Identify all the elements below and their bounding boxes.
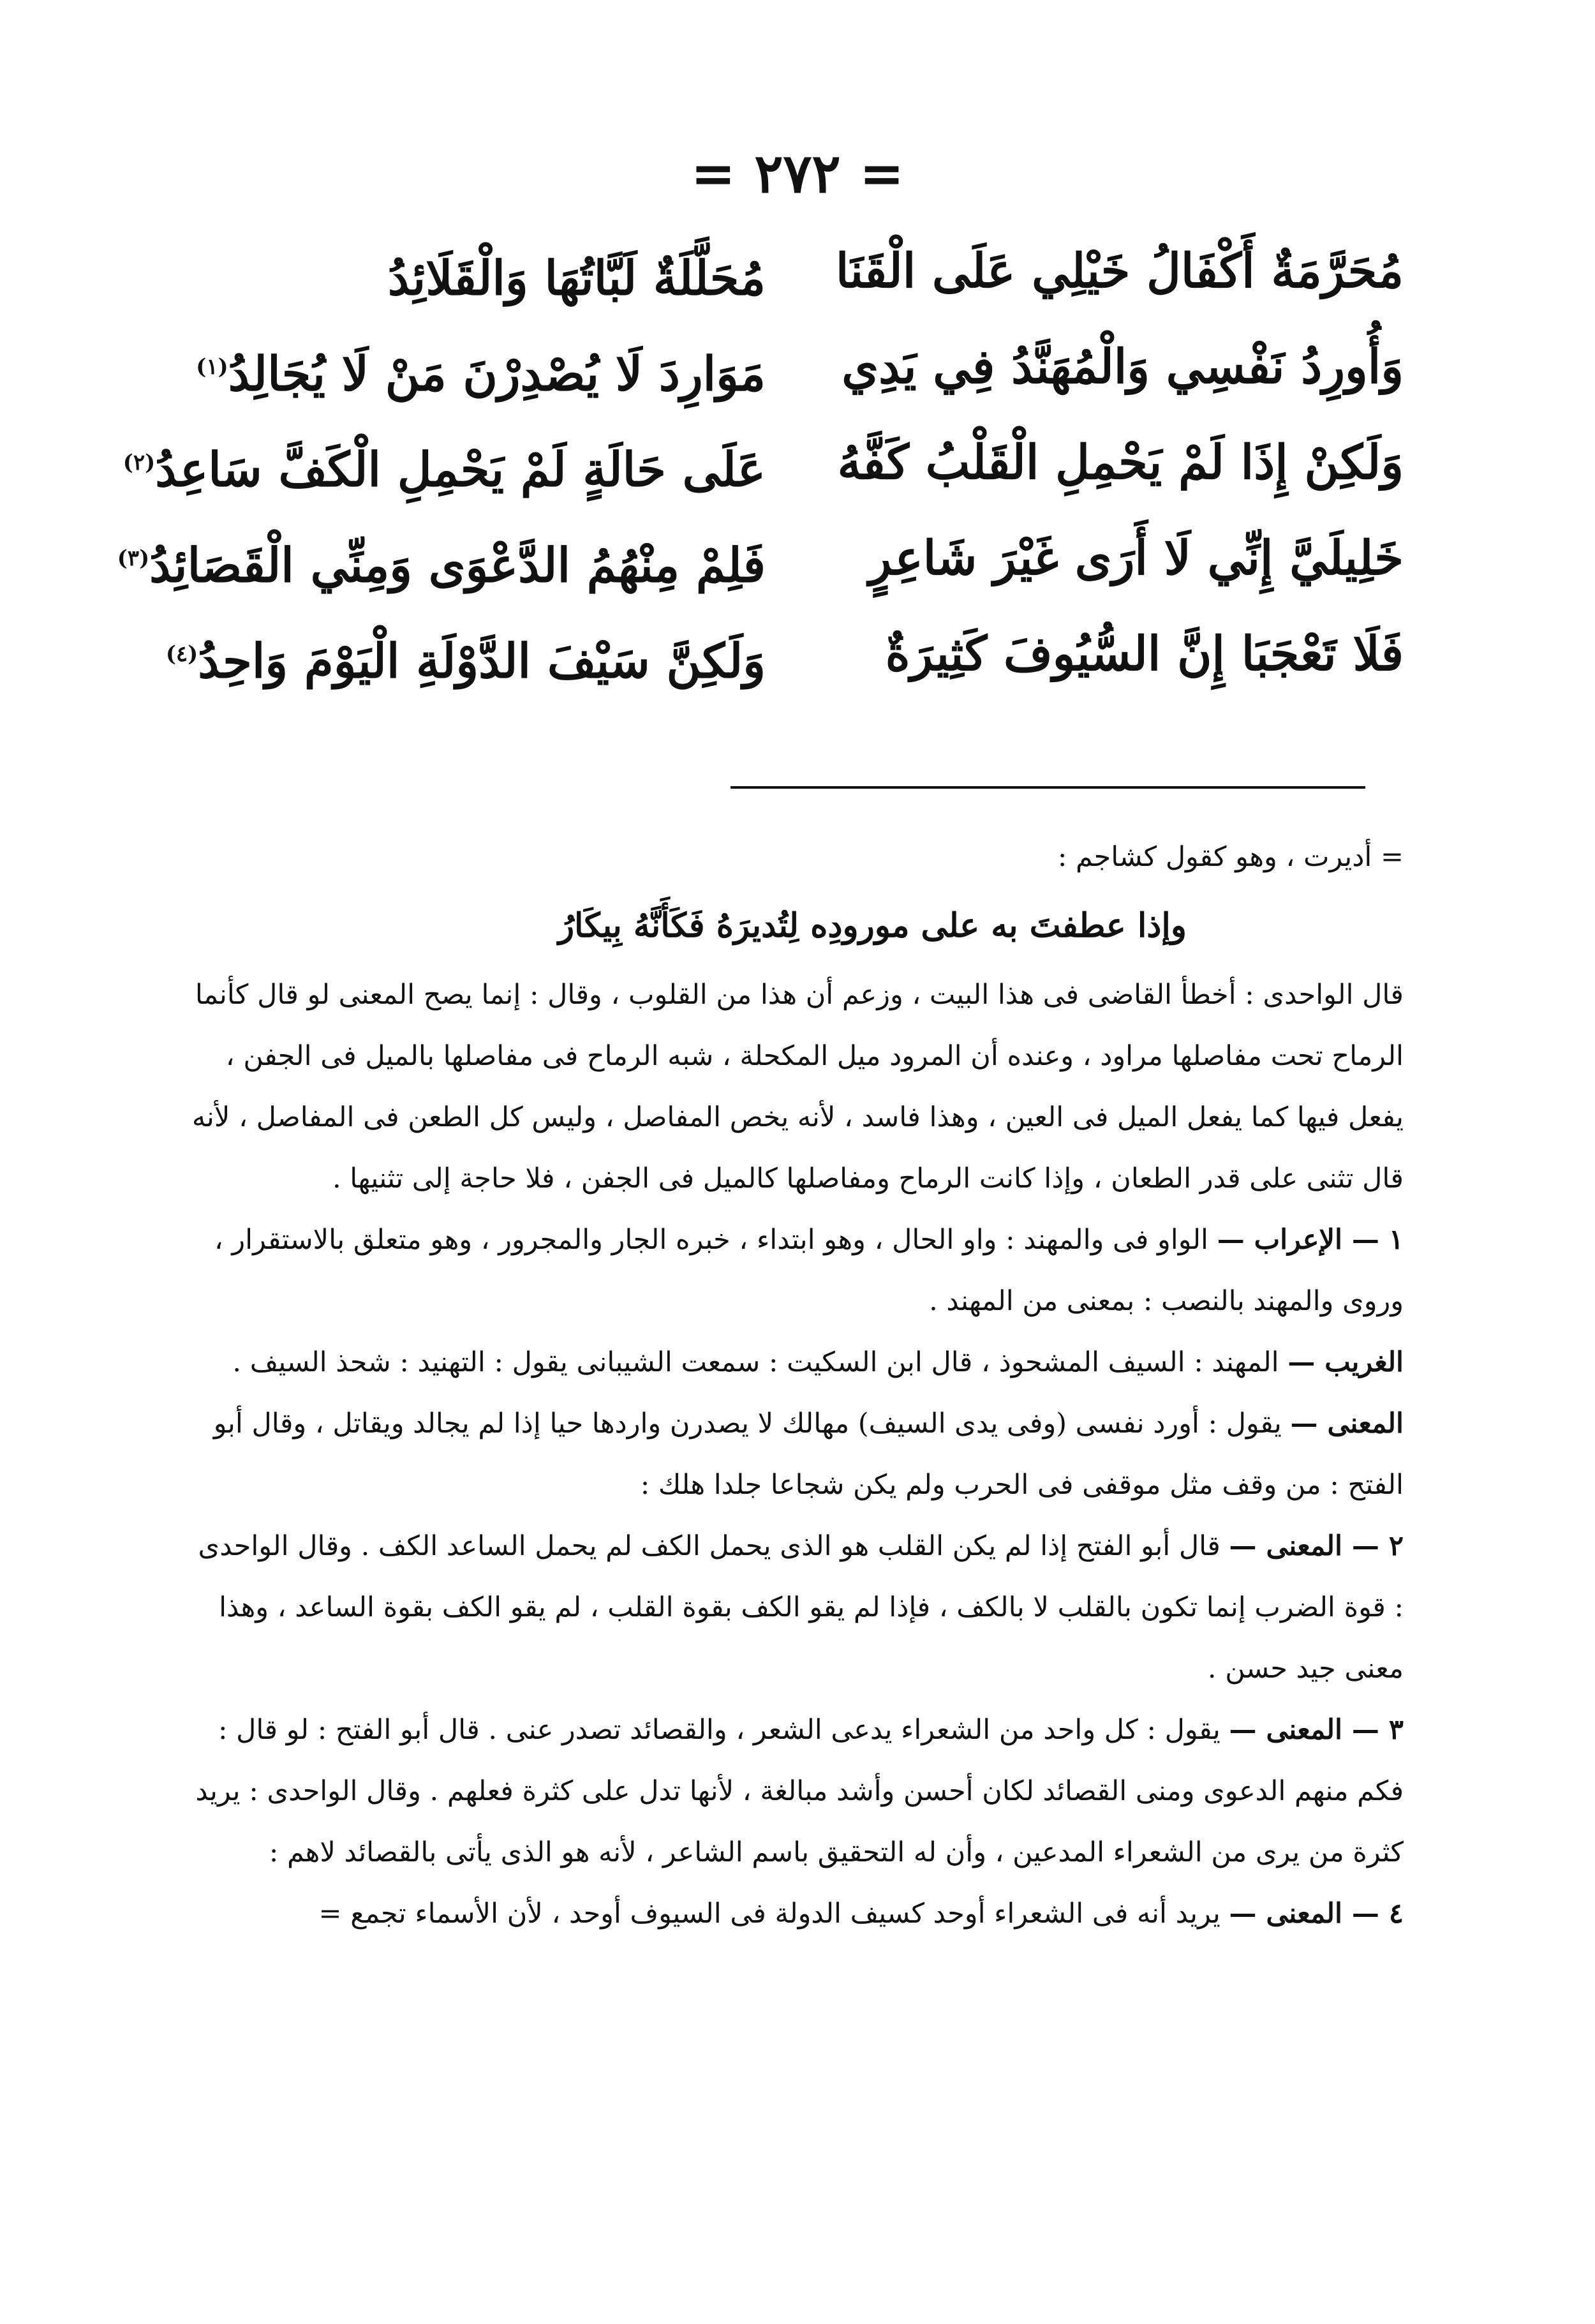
verse-2-second-hemistich: [191, 319, 766, 422]
cited-verse: وإذا عطفتَ به على مورودِه لِتُديرَهُ فَكَأَنَّهُ بِيكَارُ: [558, 906, 1187, 945]
verse-2-second-text: مَوَارِدَ لَا يُصْدِرْنَ مَنْ لَا يُجَالِدُ: [228, 346, 766, 402]
note-1-text: الواو فى والمهند : واو الحال ، وهو ابتداء ، خبره الجار والمجرور ، وهو متعلق بالاستقرار ، وروى والمهند بالنصب : بمعنى من المهند .: [214, 1224, 1404, 1317]
note-2-heading: ٢ — المعنى —: [1229, 1530, 1404, 1562]
verse-1: [191, 223, 1404, 319]
verse-1-first-hemistich: مُحَرَّمَةٌ أَكْفَالُ خَيْلِي عَلَى الْقَنَا: [835, 244, 1404, 299]
page-number: = ٢٧٢ =: [690, 142, 905, 205]
note-2-text: قال أبو الفتح إذا لم يكن القلب هو الذى يحمل الكف لم يحمل الساعد الكف . وقال الواحدى : قوة الضرب إنما تكون بالقلب لا بالكف ، فإذا لم يقو الكف بقوة القلب ، لم يقو الكف بقوة الساعد ، وهذا معنى جيد حسن .: [198, 1530, 1404, 1685]
note-1-mana: [191, 1393, 1404, 1516]
note-4-heading: ٤ — المعنى —: [1229, 1898, 1404, 1930]
note-3-text: يقول : كل واحد من الشعراء يدعى الشعر ، والقصائد تصدر عنى . قال أبو الفتح : لو قال : فكم منهم الدعوى ومنى القصائد لكان أحسن وأشد مبالغة ، لأنها تدل على كثرة فعلهم . وقال الواحدى : يريد كثرة من يرى من الشعراء المدعين ، وأن له التحقيق باسم الشاعر ، لأنه هو الذى يأتى بالقصائد لاهم :: [195, 1714, 1404, 1868]
verse-2: [191, 319, 1404, 415]
note-1: [191, 1209, 1404, 1332]
verse-3-footnote-marker: (٢): [122, 450, 156, 475]
verse-4-second-hemistich: [117, 510, 766, 614]
verse-3-second-text: عَلَى حَالَةٍ لَمْ يَحْمِلِ الْكَفَّ سَاعِدُ: [155, 442, 766, 498]
note-4-text: يريد أنه فى الشعراء أوحد كسيف الدولة فى السيوف أوحد ، لأن الأسماء تجمع =: [318, 1898, 1220, 1930]
verse-2-footnote-marker: (١): [196, 354, 228, 380]
note-intro: = أديرت ، وهو كقول كشاجم :: [1057, 841, 1404, 873]
verse-5: [165, 606, 1404, 702]
footnotes: [191, 826, 1404, 1944]
note-1-heading: ١ — الإعراب —: [1217, 1224, 1404, 1256]
footnote-divider: [731, 786, 1365, 789]
verse-3-second-hemistich: [122, 415, 766, 518]
note-1-gharib-heading: الغريب —: [1287, 1346, 1404, 1378]
note-1-gharib-text: المهند : السيف المشحوذ ، قال ابن السكيت : سمعت الشيبانى يقول : التهنيد : شحذ السيف .: [232, 1346, 1279, 1378]
verse-4-second-text: فَلِمْ مِنْهُمُ الدَّعْوَى وَمِنِّي الْقَصَائِدُ: [149, 538, 766, 593]
note-3: [191, 1699, 1404, 1883]
note-3-heading: ٣ — المعنى —: [1229, 1714, 1404, 1746]
note-1-mana-heading: المعنى —: [1290, 1408, 1404, 1440]
verse-5-first-hemistich: فَلَا تَعْجَبَا إِنَّ السُّيُوفَ كَثِيرَةٌ: [885, 627, 1404, 682]
verse-1-second-hemistich: [191, 223, 766, 327]
verse-3: [122, 415, 1404, 510]
note-4: [191, 1883, 1404, 1944]
verse-1-second-text: مُحَلَّلَةٌ لَبَّاتُهَا وَالْقَلَائِدُ: [387, 251, 766, 306]
verse-3-first-hemistich: وَلَكِنْ إِذَا لَمْ يَحْمِلِ الْقَلْبُ كَفَّهُ: [837, 435, 1404, 490]
note-1-gharib: [191, 1332, 1404, 1393]
verse-5-footnote-marker: (٤): [165, 641, 198, 667]
poem: [117, 223, 1404, 702]
note-wahidi: قال الواحدى : أخطأ القاضى فى هذا البيت ، وزعم أن هذا من القلوب ، وقال : إنما يصح المعنى لو قال كأنما الرماح تحت مفاصلها مراود ، وعنده أن المرود ميل المكحلة ، شبه الرماح فى مفاصلها بالميل فى الجفن ، يفعل فيها كما يفعل الميل فى العين ، وهذا فاسد ، لأنه يخص المفاصل ، وليس كل الطعن فى المفاصل ، لأنه قال تثنى على قدر الطعان ، وإذا كانت الرماح ومفاصلها كالميل فى الجفن ، فلا حاجة إلى تثنيها .: [191, 979, 1404, 1195]
verse-4-first-hemistich: خَلِيلَيَّ إِنِّي لَا أَرَى غَيْرَ شَاعِرٍ: [868, 531, 1404, 586]
verse-4: [117, 510, 1404, 606]
verse-5-second-hemistich: [165, 606, 766, 710]
verse-4-footnote-marker: (٣): [117, 546, 150, 571]
verse-2-first-hemistich: وَأُورِدُ نَفْسِي وَالْمُهَنَّدُ فِي يَدِي: [842, 339, 1404, 394]
verse-5-second-text: وَلَكِنَّ سَيْفَ الدَّوْلَةِ الْيَوْمَ وَاحِدُ: [198, 634, 766, 689]
note-2: [191, 1516, 1404, 1699]
note-1-mana-text: يقول : أورد نفسى (وفى يدى السيف) مهالك لا يصدرن واردها حيا إذا لم يجالد ويقاتل ، وقال أبو الفتح : من وقف مثل موقفى فى الحرب ولم يكن شجاعا جلدا هلك :: [213, 1408, 1404, 1501]
